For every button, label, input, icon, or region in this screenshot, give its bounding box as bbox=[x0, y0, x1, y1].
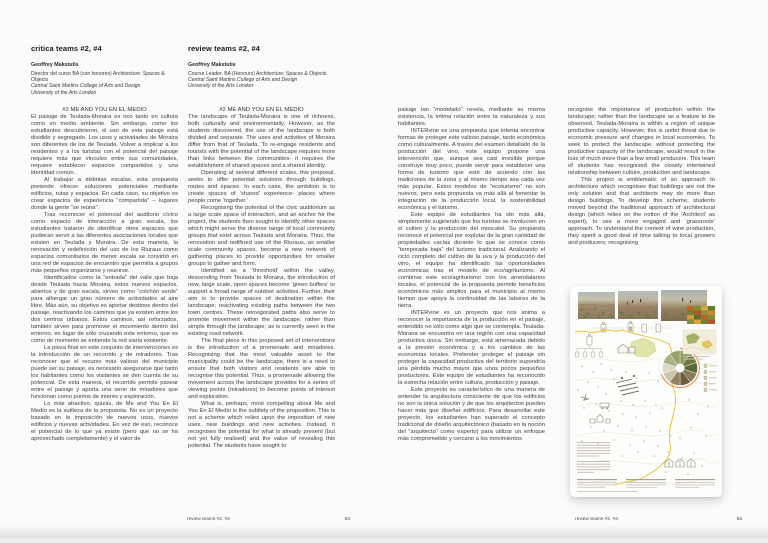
header-spanish bbox=[31, 44, 181, 96]
author-school: Central Saint Martins College of Arts and Design bbox=[188, 77, 298, 84]
paragraph: La pieza final en este conjunto de intervenciones es la introducción de un recorrido y de miradores. Tras reconocer que el recurso más valioso del municipio puede ser su paisaje, es necesario asegurarse que tanto los habitantes como los visitantes se den cuenta de su potencial. De esta manera, el recorrido permite pasear entre el paisaje y aporta una serie de miradores que funcionan como puntos de interés y exploración. bbox=[31, 345, 178, 400]
paragraph: Lo más atractivo, quizás, de Me and You En El Medio es la sutileza de la propuesta. No es un proyecto basado en la imposición de nuevos usos, nuevos edificios y nuevas actividades. En vez de eso, reconoce el potencial de lo que ya existe (pero que no se ha aprovechado completamente) y el valor de bbox=[31, 401, 178, 442]
body-text-english bbox=[568, 107, 715, 247]
paragraph: paisaje tan “modelado” revela, mediante su misma existencia, la íntima relación entre la naturaleza y sus habitantes. bbox=[398, 107, 545, 127]
paragraph: Recognising the potential of the civic auditorium as a large scale space of interaction, and an anchor for the project, the students then sought to identify other spaces which might serve the diverse range of local community groups that exist across Teulada and Moraira. Thus, the renovation and redifined use of the Riuraus, as smaller scale community spaces, become a new network of gathering places to provide opportunities for smaller groups to gather and form. bbox=[188, 205, 335, 267]
column-english-page-left bbox=[188, 107, 335, 450]
column-spanish-page-right bbox=[398, 107, 545, 443]
body-text-english bbox=[188, 114, 335, 450]
paragraph: Identified as a ‘threshold’ within the valley, descending from Teulada to Moraira, the introduction of new, large scale, open spaces become ‘green buffers’ to support a broad range of outdoor activities. Further, their aim is to provide spaces of destination within the landscape; reactivating existing paths between the two town centres. These reinvigorated paths also serve to promote movement within the landscape, rather than simple through the landscape; as is currently seen in the existing road network. bbox=[188, 268, 335, 337]
project-heading-english: #2 ME AND YOU EN EL MEDIO bbox=[219, 107, 304, 113]
header-english bbox=[188, 44, 338, 90]
author-role: Director del curso BA (con honores) Architecture: Spaces & Objects bbox=[31, 71, 165, 84]
paragraph: recognise the importance of production within the landscape; rather than the landscape as a feature to be observed. Teulada-Moraira is within a region of unique productive capacity. However, this is under threat due to economic pressure and changes in local economies. To seek to protect the landscape, without protecting the productive capacity of the landscape, would result in the loss of much more than a few small producers. This team of students has recognised the closely intertwined relationship between culture, production and landscape. bbox=[568, 107, 715, 176]
column-english-page-right bbox=[568, 107, 715, 247]
body-text-spanish bbox=[31, 114, 178, 443]
paragraph: The landscape of Teulada-Moraira is one of richness, both culturally and environmentally. However, as the students discovered, the use of the landscape is both divided and separate. The uses and activities of Moraira differ from that of Teulada. To re-engage residents and tourists with the potential of the landscape requires more than links between the communities- it requires the establishment of shared spaces and a shared identity. bbox=[188, 114, 335, 169]
paragraph: INTERvine es un proyecto que nos anima a reconocer la importancia de la producción en el paisaje, entendido no sólo como algo que se contempla. Teulada-Moraira se encuentra en una región con una capacidad productiva única. Sin embargo, está amenazada debido a la presión económica y a los cambios de las economías locales. Pretender proteger el paisaje sin proteger la capacidad productiva del territorio supondría una pérdida mucho mayor que unos pocos pequeños productores. Este equipo de estudiantes ha reconocido la estrecha relación entre cultura, producción y paisaje. bbox=[398, 310, 545, 386]
aerial-crops-photo bbox=[687, 306, 715, 324]
paragraph: INTERvine es una propuesta que intenta encontrar formas de proteger este valioso paisaje, tanto económica como culturalmente. A través del examen detallado de la producción del vino, este equipo propone una intervención que, aunque sea casi invisible porque construye muy poco, puede servir para establecer una forma de turismo que esté de acuerdo con las tradiciones de la zona y al mismo tiempo sea cada vez más popular. Estos modelos de “ecoturismo” no son nuevos, pero esta propuesta va más allá al fomentar la integración de la producción local, la sostenibilidad económica y el turismo. bbox=[398, 128, 545, 211]
author-name: Geoffrey Makstutis bbox=[31, 62, 79, 68]
paragraph: Al trabajar a distintas escalas, esta propuesta pretende ofrecer soluciones potenciales mediante edificios, rutas y espacios. En cada caso, su objetivo es crear espacios de experiencia “compartida” – lugares donde la gente “se reúna”. bbox=[31, 177, 178, 211]
author-school: Central Saint Martins College of Arts and Design bbox=[31, 83, 141, 90]
page-bottom-shadow bbox=[0, 523, 768, 543]
paragraph: Tras reconocer el potencial del auditorio cívico como espacio de interacción a gran escala, los estudiantes trataron de identificar otros espacios que pudieran servir a las diferentes asociaciones locales que existen en Teulada y Moraira. De esta manera, la renovación y redefinición del uso de los Riuraus como espacios comunitarios de menor escala se convirtió en una red de espacios de encuentro que permitía a grupos más pequeños organizarse y reunirse. bbox=[31, 212, 178, 274]
page-number-right: 85 bbox=[736, 517, 742, 522]
paragraph: What is, perhaps, most compelling about Me and You En El Medio is the subtlety of the proposition. This is not a scheme which relies upon the imposition of new uses, new buildings and new activities. Instead, it recognises the potential for what is already present (but not yet fully realised) and the value of revealing this potential. The students have sought to bbox=[188, 401, 335, 449]
section-title-spanish: critica teams #2, #4 bbox=[31, 44, 102, 53]
photo-vineyard-terraces bbox=[578, 292, 615, 319]
running-footer-right: review teams #2, #4 bbox=[575, 517, 618, 522]
body-text-spanish bbox=[398, 107, 545, 443]
paragraph: El paisaje de Teulada-Moraira es rico tanto en cultura como en medio ambiente. Sin embargo, como los estudiantes descubrieron, el uso de este paisaje está dividido y segregado. Los usos y actividades de Moraira son diferentes de los de Teulada. Volver a implicar a los residentes y a los turistas con el potencial del paisaje requiere más que vínculos entre sus comunidades, requiere establecer espacios compartidos y una identidad común. bbox=[31, 114, 178, 176]
bottle-fill bbox=[629, 327, 632, 332]
author-name: Geoffrey Makstutis bbox=[188, 62, 236, 68]
photo-field-workers bbox=[618, 291, 658, 319]
page-number-left: 83 bbox=[344, 517, 350, 522]
project-board-image bbox=[570, 286, 722, 497]
intervine-board-graphic bbox=[570, 286, 722, 497]
paragraph: Este equipo de estudiantes ha ido más allá, simplemente sugiriendo que los turistas se involucren en el cultivo y la producción del moscatel. Su propuesta reconoce el potencial por explotar de la gran cantidad de propiedades vacías durante lo que se conoce como “temporada baja” del turismo tradicional. Analizando el ciclo completo del cultivo de la uva y la producción del vino, el equipo ha identificado las oportunidades económicas tras el modelo de eco/agriturismo. Al combinar este eco/agriturismo con los arrendatarios locales, el potencial de la propuesta permite beneficios económicos más amplios para el municipio al mismo tiempo que apoya la continuidad de las labores de la tierra. bbox=[398, 212, 545, 309]
author-role: Course Leader, BA (Honours) Architecture: Spaces & Objects bbox=[188, 71, 327, 77]
author-university: University of the Arts London bbox=[188, 83, 254, 90]
running-footer-left: review teams #2, #4 bbox=[187, 517, 230, 522]
paragraph: Este proyecto es característico de una manera de entender la arquitectura consciente de que los edificios no son la única solución y de que los arquitectos pueden hacer más que diseñar edificios. Para desarrollar este proyecto, los estudiantes han superado el concepto tradicional de diseño arquitectónico (basado en la noción del “arquitecto” como experto) para utilizar un enfoque más comprometido y cercano a los movimientos bbox=[398, 387, 545, 442]
paragraph: Operating at several different scales, this proposal, seeks to offer potential solutions through buildings, routes and spaces. In each case, the ambition is to create spaces of ‘shared’ experience- places where people come ‘together.’ bbox=[188, 170, 335, 204]
section-title-english: review teams #2, #4 bbox=[188, 44, 260, 53]
column-spanish-page-left bbox=[31, 107, 178, 443]
paragraph: This project is emblematic of an approach to architecture which recognises that buildings are not the only solution and that architects may do more than design buildings. To develop this scheme, students moved beyond the traditional approach of architectural design (which relies on the notion of the ‘Architect’ as expert), to use a more engaged and ‘grassroots’ approach. To understand the context of wine production, they spent a good deal of time talking to local growers and producers; recognising bbox=[568, 177, 715, 246]
paragraph: Identificados como la “entrada” del valle que baja desde Teulada hacia Moraira, estos nuevos espacios, abiertos y de gran escala, sirven como “colchón verde” para albergar un gran número de actividades al aire libre. Más aún, su objetivo es aportar destinos dentro del paisaje, reactivando los caminos que ya existen entre los dos centros urbanos. Estos caminos, así reforzados, también sirven para promover el movimiento dentro del entorno, en lugar de sólo cruzando este entorno, que es como de momento se entiende la red viaria existente. bbox=[31, 275, 178, 344]
project-heading-spanish: #2 ME AND YOU EN EL MEDIO bbox=[62, 107, 147, 113]
paragraph: The final piece in this proposed set of interventions is the introduction of a promenade and miradores. Recognising that the most valuable asset to the municipality could be the landscape, there is a need to ensure that both visitors and residents are able to recognise this potential. Thus, a promenade allowing the movement across the landscape provides for a series of viewing points (miradores) to become points of interest and exploration. bbox=[188, 338, 335, 400]
author-university: University of the Arts London bbox=[31, 89, 97, 96]
